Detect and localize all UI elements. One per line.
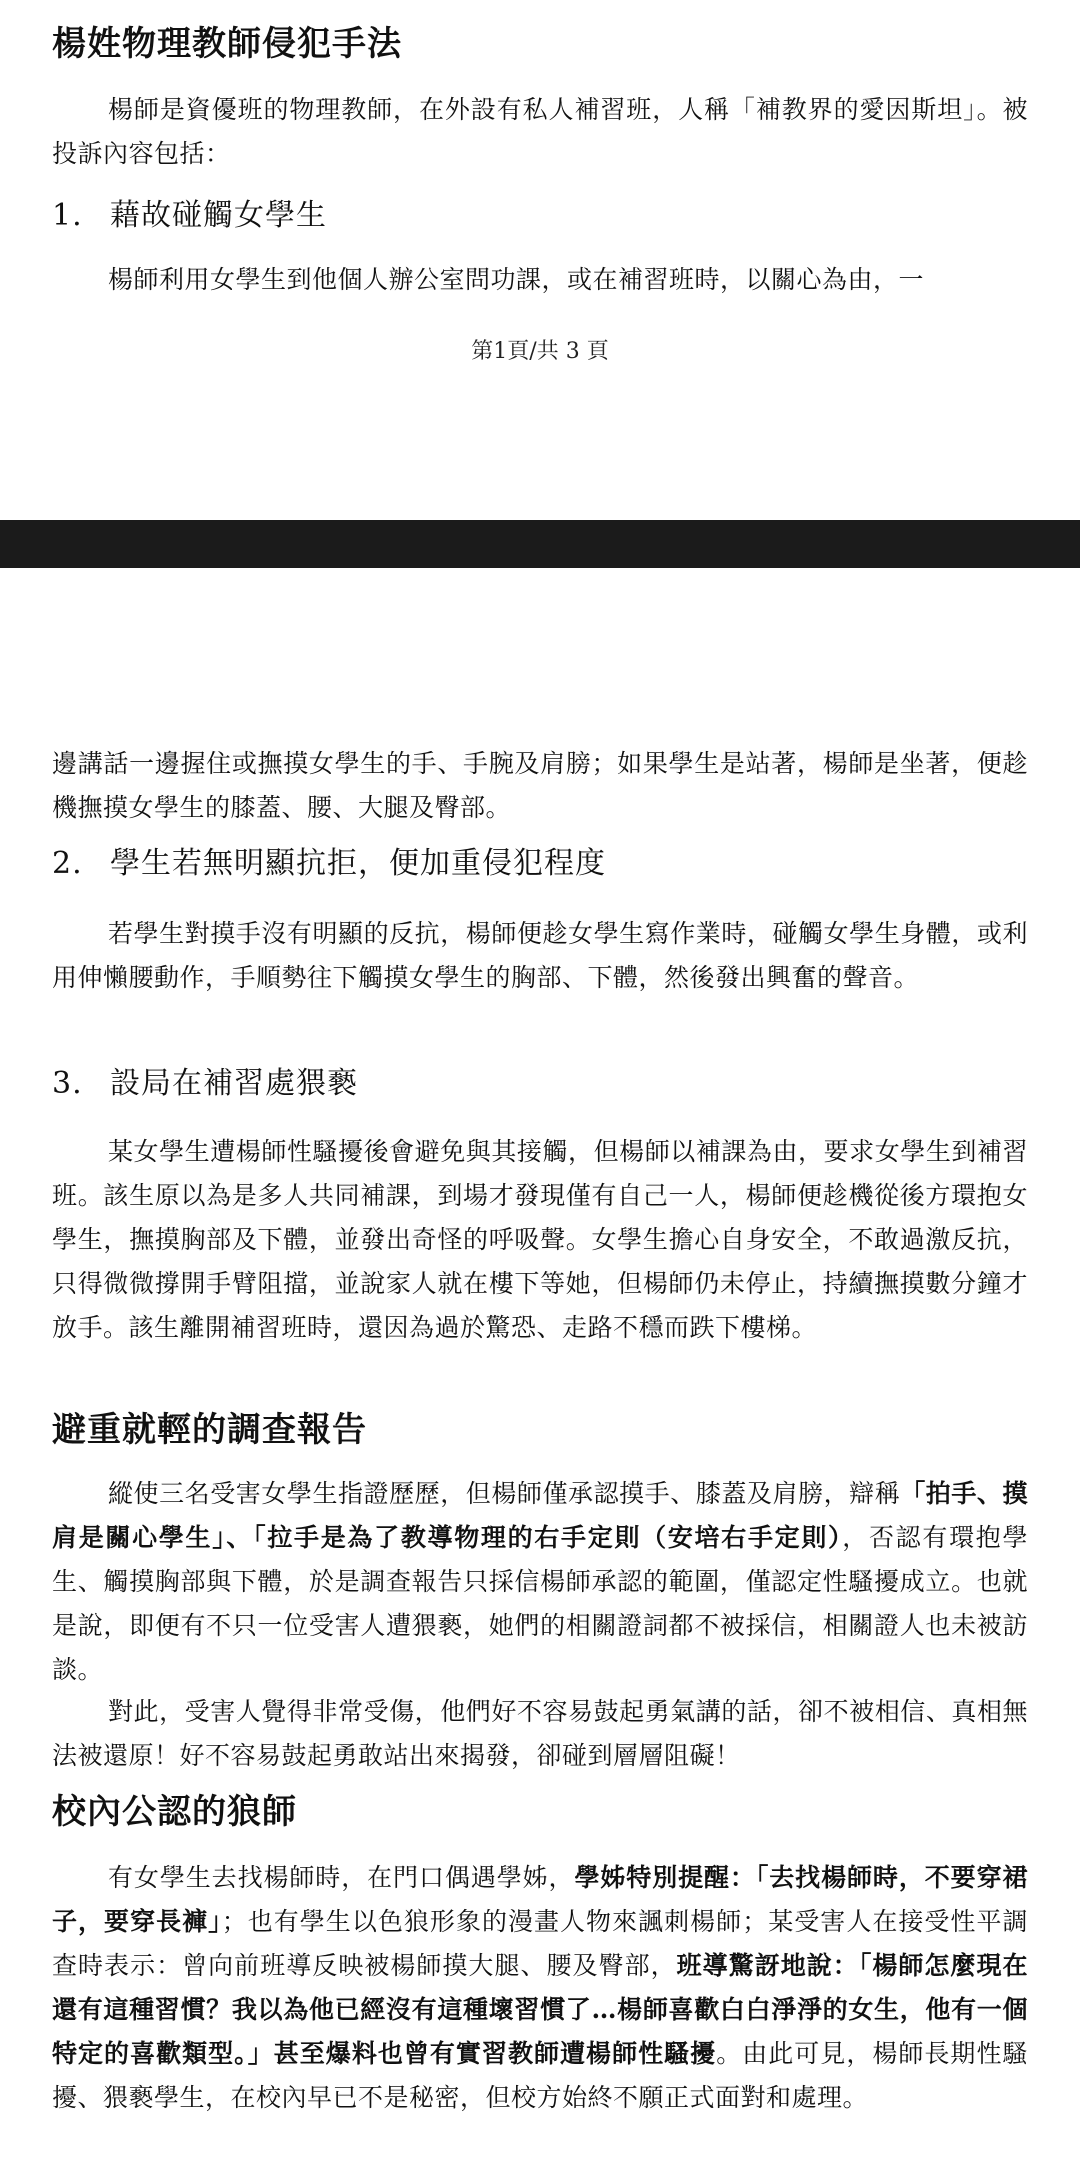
text-run: 。由此可見，楊師長期性騷擾、猥褻學生，在校內早已不是秘密，但校方始終不願正式面對和處理。: [52, 2039, 1028, 2112]
section-heading-1: [52, 194, 327, 238]
body-paragraph: 某女學生遭楊師性騷擾後會避免與其接觸，但楊師以補課為由，要求女學生到補習班。該生原以為是多人共同補課，到場才發現僅有自己一人，楊師便趁機從後方環抱女學生，撫摸胸部及下體，並發出奇怪的呼吸聲。女學生擔心自身安全，不敢過激反抗，只得微微撐開手臂阻擋，並說家人就在樓下等她，但楊師仍未停止，持續撫摸數分鐘才放手。該生離開補習班時，還因為過於驚恐、走路不穩而跌下樓梯。: [52, 1137, 1028, 1342]
list-number: 1.: [52, 198, 83, 233]
intro-paragraph: 楊師是資優班的物理教師，在外設有私人補習班，人稱「補教界的愛因斯坦」。被投訴內容包括：: [52, 95, 1028, 168]
text-run: 縱使三名受害女學生指證歷歷，但楊師僅承認摸手、膝蓋及肩膀，辯稱: [108, 1479, 901, 1508]
body-paragraph: 邊講話一邊握住或撫摸女學生的手、手腕及肩膀；如果學生是站著，楊師是坐著，便趁機撫摸女學生的膝蓋、腰、大腿及臀部。: [52, 749, 1028, 822]
page-title: 楊姓物理教師侵犯手法: [52, 24, 402, 64]
body-paragraph: 對此，受害人覺得非常受傷，他們好不容易鼓起勇氣講的話，卻不被相信、真相無法被還原！好不容易鼓起勇敢站出來揭發，卻碰到層層阻礙！: [52, 1697, 1028, 1770]
list-number: 2.: [52, 846, 83, 881]
body-paragraph: [52, 1856, 1028, 2120]
page-divider: [0, 520, 1080, 568]
list-number: 3.: [52, 1066, 83, 1101]
body-paragraph: 楊師利用女學生到他個人辦公室問功課，或在補習班時，以關心為由，一: [108, 265, 925, 294]
section-heading-3: [52, 1062, 358, 1106]
page-footer: 第1頁/共 3 頁: [471, 339, 609, 364]
document-page-2: [0, 568, 1080, 2168]
document-page-1: [0, 0, 1080, 520]
list-heading: 藉故碰觸女學生: [110, 198, 327, 233]
body-paragraph: [52, 1472, 1028, 1692]
text-run: ，否認有環抱學生、觸摸胸部與下體，於是調查報告只採信楊師承認的範圍，僅認定性騷擾成立。也就是說，即便有不只一位受害人遭猥褻，她們的相關證詞都不被採信，相關證人也未被訪談。: [52, 1523, 1028, 1684]
section-title: 校內公認的狼師: [52, 1792, 297, 1832]
list-heading: 設局在補習處猥褻: [110, 1066, 358, 1101]
section-heading-2: [52, 842, 606, 886]
text-run: 有女學生去找楊師時，在門口偶遇學姊，: [108, 1863, 575, 1892]
text-run: ；也有學生以色狼形象的漫畫人物來諷刺楊師；某受害人在接受性平調查時表示：曾向前班導反映被楊師摸大腿、腰及臀部，: [52, 1907, 1028, 1980]
emphasis-text: 學姊特別提醒：「去找楊師時，不要穿裙子，要穿長褲」: [52, 1863, 1028, 1936]
body-paragraph: 若學生對摸手沒有明顯的反抗，楊師便趁女學生寫作業時，碰觸女學生身體，或利用伸懶腰動作，手順勢往下觸摸女學生的胸部、下體，然後發出興奮的聲音。: [52, 919, 1028, 992]
section-title: 避重就輕的調查報告: [52, 1410, 367, 1450]
emphasis-text: 「拍手、摸肩是關心學生」、「拉手是為了教導物理的右手定則（安培右手定則）: [52, 1479, 1028, 1552]
list-heading: 學生若無明顯抗拒，便加重侵犯程度: [110, 846, 606, 881]
emphasis-text: 班導驚訝地說：「楊師怎麼現在還有這種習慣？我以為他已經沒有這種壞習慣了…楊師喜歡白白淨淨的女生，他有一個特定的喜歡類型。」甚至爆料也曾有實習教師遭楊師性騷擾: [52, 1951, 1028, 2068]
